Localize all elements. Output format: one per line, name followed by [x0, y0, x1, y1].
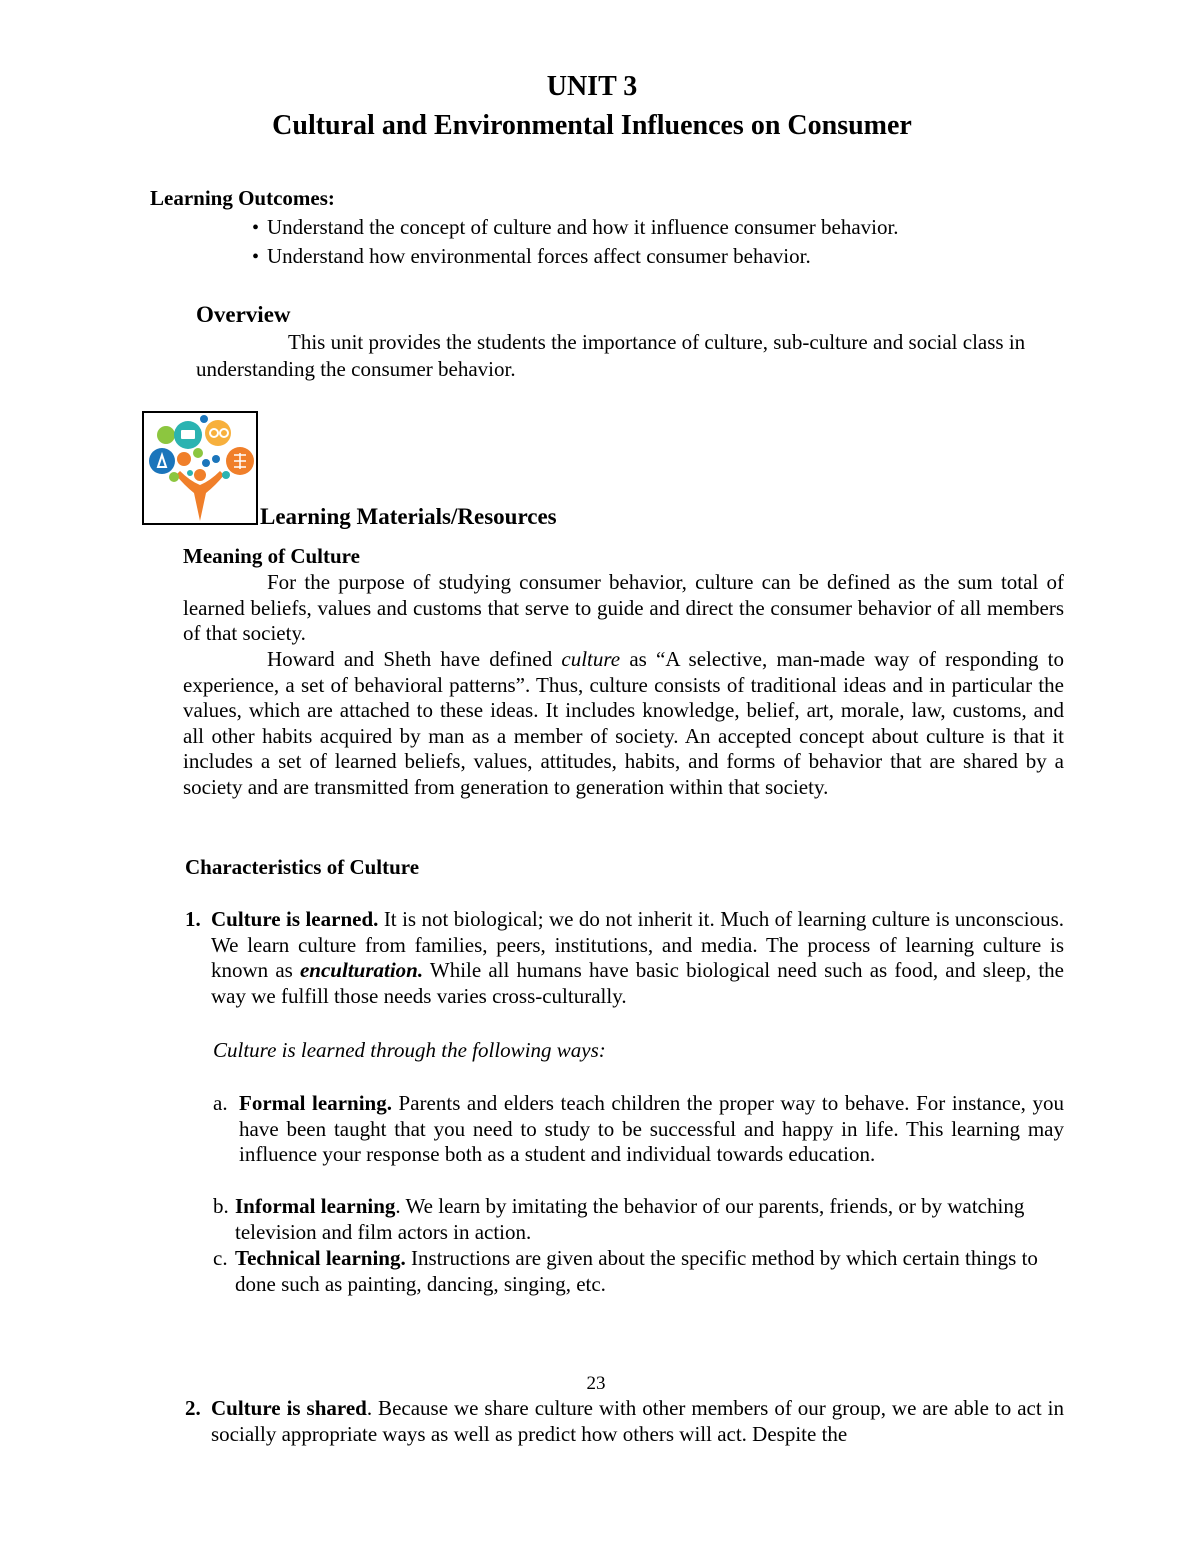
learning-outcome-item: • Understand the concept of culture and how it influence consumer behavior.: [252, 213, 899, 242]
learned-ways-intro: Culture is learned through the following ways:: [213, 1038, 606, 1062]
characteristic-item: [185, 907, 1064, 1009]
page-number: 23: [586, 1373, 606, 1394]
learning-materials-heading: Learning Materials/Resources: [260, 504, 557, 529]
characteristic-item: [185, 1396, 1064, 1447]
item-text: Formal learning. Parents and elders teach children the proper way to behave. For instance, you have been taught that you need to study to be successful and happy in life. This learning may influence your response both as a student and individual towards education.: [239, 1091, 1064, 1167]
item-text: Culture is learned. It is not biological; we do not inherit it. Much of learning culture is unconscious. We learn culture from families, peers, institutions, and media. The process of learning culture is known as enculturation. While all humans have basic biological need such as food, and sleep, the way we fulfill those needs varies cross-culturally.: [211, 907, 1064, 1008]
learning-way-item: [213, 1194, 1064, 1245]
meaning-paragraph-2: Howard and Sheth have defined culture as “A selective, man-made way of responding to experience, a set of behavioral patterns”. Thus, culture consists of traditional ideas and in particular the values, which are attached to these ideas. It includes knowledge, belief, art, morale, law, customs, and all other habits acquired by man as a member of society. An accepted concept about culture is that it includes a set of learned beliefs, values, attitudes, habits, and forms of behavior that are shared by a society and are transmitted from generation to generation within that society.: [183, 647, 1064, 799]
item-text: Technical learning. Instructions are given about the specific method by which certain things to done such as painting, dancing, singing, etc.: [235, 1246, 1038, 1296]
item-text: Informal learning. We learn by imitating the behavior of our parents, friends, or by watching television and film actors in action.: [235, 1194, 1025, 1244]
item-letter: a.: [213, 1091, 228, 1115]
meaning-paragraph-1: For the purpose of studying consumer behavior, culture can be defined as the sum total of learned beliefs, values and customs that serve to guide and direct the consumer behavior of all members of that society.: [183, 570, 1064, 646]
unit-title: Cultural and Environmental Influences on Consumer: [272, 110, 912, 141]
overview-heading: Overview: [196, 302, 291, 327]
unit-number: UNIT 3: [546, 71, 638, 102]
learning-materials-logo: [142, 411, 258, 525]
item-text: Culture is shared. Because we share culture with other members of our group, we are able to act in socially appropriate ways as well as predict how others will act. Despite the: [211, 1396, 1064, 1446]
meaning-heading: Meaning of Culture: [183, 544, 360, 568]
characteristics-heading: Characteristics of Culture: [185, 855, 420, 879]
learning-way-item: [213, 1091, 1064, 1168]
item-letter: b.: [213, 1194, 229, 1218]
overview-text: This unit provides the students the importance of culture, sub-culture and social class in understanding the consumer behavior.: [196, 330, 1026, 381]
item-number: 2.: [185, 1396, 201, 1420]
learning-outcomes-heading: Learning Outcomes:: [150, 186, 335, 210]
learning-outcomes-list: [252, 213, 899, 271]
learning-outcome-item: • Understand how environmental forces affect consumer behavior.: [252, 242, 899, 271]
learning-way-item: [213, 1246, 1064, 1297]
item-letter: c.: [213, 1246, 228, 1270]
tree-icon: [144, 413, 256, 523]
item-number: 1.: [185, 907, 201, 931]
